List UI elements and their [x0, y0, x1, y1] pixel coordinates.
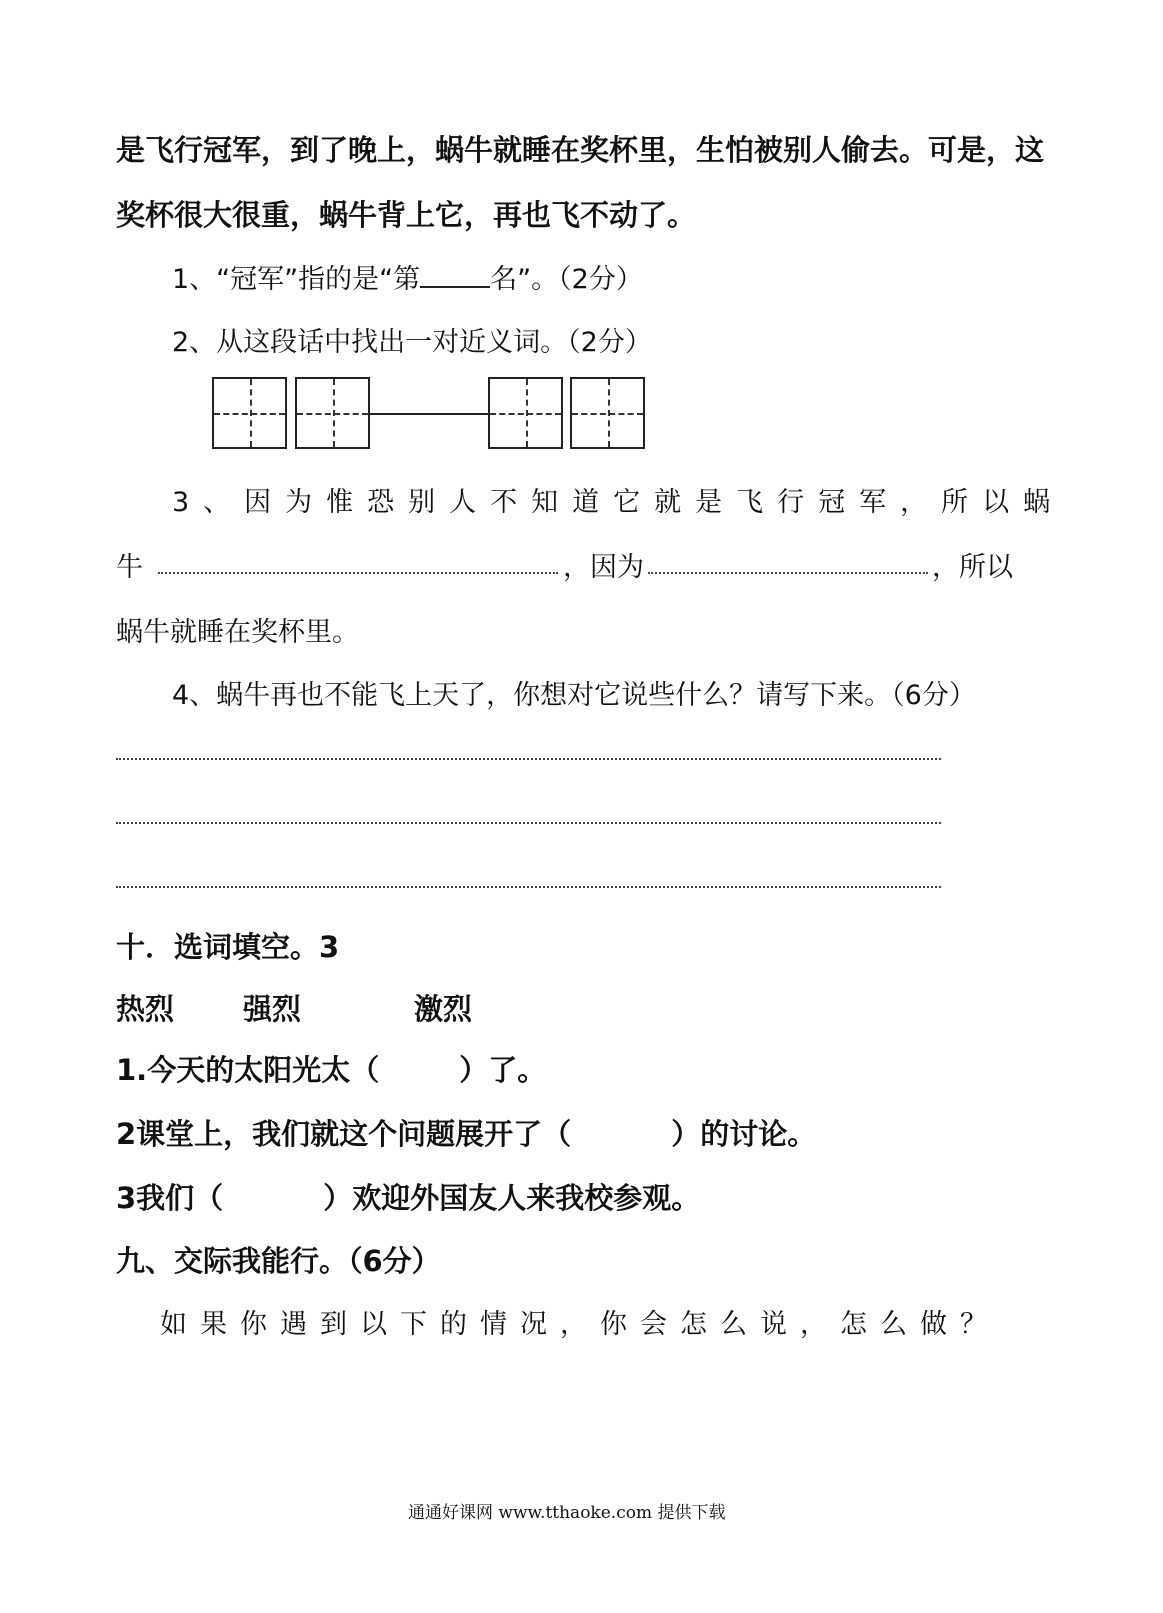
writing-grid-box[interactable]	[295, 377, 370, 449]
word-choice: 热烈	[116, 992, 175, 1026]
fill-sentence-2-prefix: 2课堂上，我们就这个问题展开了（	[116, 1117, 572, 1151]
answer-line[interactable]	[648, 572, 928, 574]
question-1-prefix: 1、“冠军”指的是“第	[172, 264, 421, 295]
fill-sentence-1-suffix: ）了。	[459, 1053, 547, 1087]
word-choice: 强烈	[243, 992, 302, 1026]
fill-sentence-3-prefix: 3我们（	[116, 1181, 224, 1215]
question-3-end: ，所以	[932, 552, 1013, 583]
question-1-blank[interactable]	[420, 286, 490, 288]
answer-line[interactable]	[158, 572, 558, 574]
fill-sentence-3-suffix: ）欢迎外国友人来我校参观。	[323, 1181, 701, 1215]
fill-sentence-1-prefix: 1.今天的太阳光太（	[116, 1053, 380, 1087]
section-9-title: 九、交际我能行。（6分）	[116, 1244, 441, 1278]
question-3-line-2	[116, 545, 143, 584]
question-1	[172, 257, 643, 296]
answer-line[interactable]	[116, 758, 941, 760]
fill-sentence-1	[116, 1048, 546, 1089]
writing-grid-box[interactable]	[488, 377, 563, 449]
answer-line[interactable]	[116, 822, 941, 824]
fill-sentence-2-suffix: ）的讨论。	[671, 1117, 817, 1151]
question-1-suffix: 名”。（2分）	[490, 264, 643, 295]
writing-grid-box[interactable]	[212, 377, 287, 449]
question-2: 2、从这段话中找出一对近义词。（2分）	[172, 327, 652, 358]
fill-sentence-2	[116, 1112, 816, 1153]
grid-connector-line	[370, 413, 488, 415]
passage-line-2: 奖杯很大很重，蜗牛背上它，再也飞不动了。	[116, 198, 697, 232]
question-3-start: 牛	[116, 552, 143, 583]
fill-sentence-3	[116, 1176, 700, 1217]
question-3-mid: ，因为	[563, 552, 644, 583]
question-3-line-3: 蜗牛就睡在奖杯里。	[116, 617, 359, 648]
question-3-line-1: 3、因为惟恐别人不知道它就是飞行冠军，所以蜗	[172, 487, 1065, 518]
writing-grid-box[interactable]	[570, 377, 645, 449]
word-choice: 激烈	[414, 992, 473, 1026]
section-9-prompt: 如果你遇到以下的情况，你会怎么说，怎么做？	[160, 1309, 1000, 1340]
question-4: 4、蜗牛再也不能飞上天了，你想对它说些什么？请写下来。（6分）	[172, 680, 976, 711]
section-10-title: 十．选词填空。3	[116, 930, 340, 964]
footer-credit: 通通好课网 www.tthaoke.com 提供下载	[408, 1503, 726, 1523]
passage-line-1: 是飞行冠军，到了晚上，蜗牛就睡在奖杯里，生怕被别人偷去。可是，这	[116, 133, 1045, 167]
answer-line[interactable]	[116, 886, 941, 888]
